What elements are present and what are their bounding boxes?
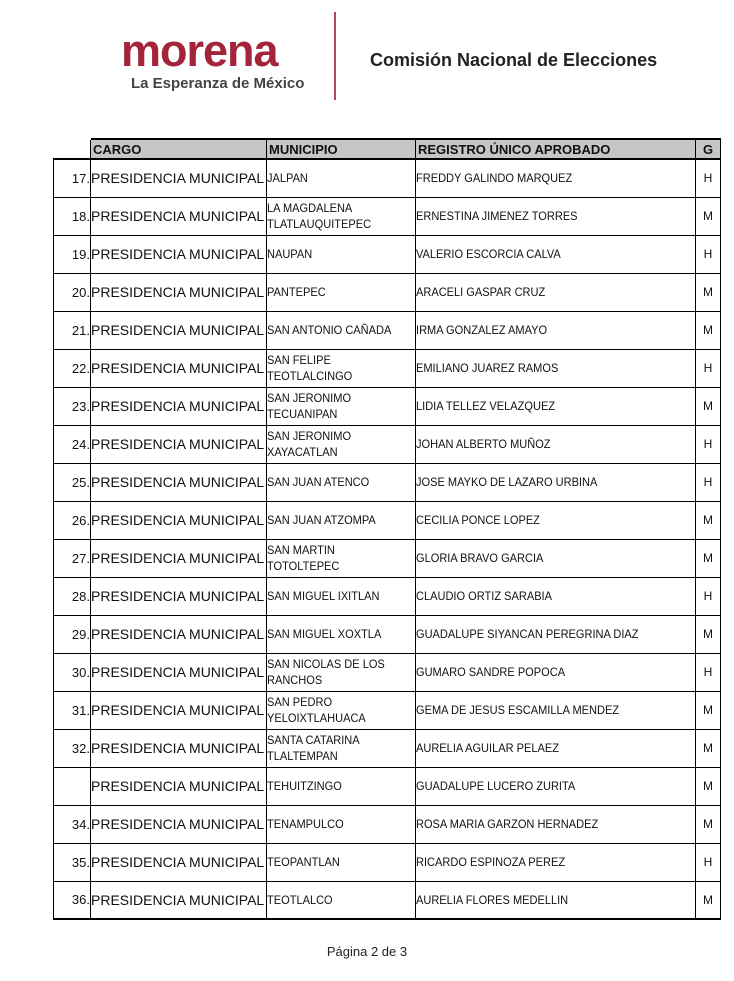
registro-name: RICARDO ESPINOZA PEREZ <box>416 855 566 869</box>
row-number: 32. <box>54 729 91 767</box>
cargo-cell: PRESIDENCIA MUNICIPAL <box>91 235 267 273</box>
candidates-table <box>53 138 721 920</box>
registro-cell <box>416 197 696 235</box>
gender-cell: H <box>696 159 721 197</box>
row-number: 28. <box>54 577 91 615</box>
gender-cell: M <box>696 197 721 235</box>
registro-cell <box>416 273 696 311</box>
municipio-cell <box>267 311 416 349</box>
registro-cell <box>416 463 696 501</box>
registro-cell <box>416 691 696 729</box>
table-row <box>54 349 721 387</box>
cargo-cell: PRESIDENCIA MUNICIPAL <box>91 463 267 501</box>
page-number: Página 2 de 3 <box>326 944 408 959</box>
municipio-cell <box>267 463 416 501</box>
commission-title: Comisión Nacional de Elecciones <box>370 50 658 70</box>
table-row <box>54 501 721 539</box>
registro-cell <box>416 843 696 881</box>
gender-cell: M <box>696 501 721 539</box>
gender-cell: H <box>696 843 721 881</box>
registro-name: GUADALUPE LUCERO ZURITA <box>416 779 576 793</box>
table-row <box>54 273 721 311</box>
cargo-cell: PRESIDENCIA MUNICIPAL <box>91 425 267 463</box>
row-number: 27. <box>54 539 91 577</box>
cargo-cell: PRESIDENCIA MUNICIPAL <box>91 159 267 197</box>
registro-name: CECILIA PONCE LOPEZ <box>416 513 540 527</box>
municipio-line: TLATLAUQUITEPEC <box>267 217 372 231</box>
cargo-cell: PRESIDENCIA MUNICIPAL <box>91 653 267 691</box>
row-number: 36. <box>54 881 91 919</box>
row-number: 24. <box>54 425 91 463</box>
registro-cell <box>416 235 696 273</box>
municipio-line: SAN JERONIMO <box>267 391 352 405</box>
document-header <box>0 0 734 110</box>
registro-name: EMILIANO JUAREZ RAMOS <box>416 361 559 375</box>
logo-tagline: La Esperanza de México <box>131 75 305 92</box>
cargo-cell: PRESIDENCIA MUNICIPAL <box>91 539 267 577</box>
registro-cell <box>416 881 696 919</box>
municipio-line: SAN MARTIN <box>267 543 335 557</box>
municipio-cell <box>267 577 416 615</box>
row-number: 29. <box>54 615 91 653</box>
table-header-row <box>54 139 721 159</box>
municipio-line: TECUANIPAN <box>267 407 338 421</box>
row-number: 19. <box>54 235 91 273</box>
registro-cell <box>416 425 696 463</box>
municipio-line: SAN JUAN ATENCO <box>267 475 370 489</box>
municipio-cell <box>267 425 416 463</box>
registro-name: ROSA MARIA GARZON HERNADEZ <box>416 817 599 831</box>
cargo-cell: PRESIDENCIA MUNICIPAL <box>91 843 267 881</box>
municipio-line: SAN NICOLAS DE LOS <box>267 657 385 671</box>
table-row <box>54 159 721 197</box>
registro-cell <box>416 387 696 425</box>
table-row <box>54 843 721 881</box>
row-number: 26. <box>54 501 91 539</box>
municipio-cell <box>267 235 416 273</box>
municipio-line: SAN MIGUEL XOXTLA <box>267 627 382 641</box>
municipio-cell <box>267 691 416 729</box>
registro-cell <box>416 653 696 691</box>
gender-cell: M <box>696 273 721 311</box>
gender-cell: M <box>696 767 721 805</box>
registro-name: CLAUDIO ORTIZ SARABIA <box>416 589 552 603</box>
municipio-cell <box>267 615 416 653</box>
table-row <box>54 881 721 919</box>
row-number: 35. <box>54 843 91 881</box>
registro-cell <box>416 311 696 349</box>
municipio-line: TLALTEMPAN <box>267 749 338 763</box>
gender-cell: M <box>696 539 721 577</box>
row-number: 18. <box>54 197 91 235</box>
registro-cell <box>416 615 696 653</box>
row-number: 31. <box>54 691 91 729</box>
municipio-line: TOTOLTEPEC <box>267 559 340 573</box>
municipio-line: YELOIXTLAHUACA <box>267 711 366 725</box>
header-municipio: MUNICIPIO <box>267 139 416 159</box>
municipio-line: TENAMPULCO <box>267 817 344 831</box>
table-row <box>54 615 721 653</box>
registro-name: AURELIA FLORES MEDELLIN <box>416 892 569 907</box>
municipio-line: PANTEPEC <box>267 285 326 299</box>
municipio-line: SAN FELIPE <box>267 353 331 367</box>
header-cargo: CARGO <box>91 139 267 159</box>
registro-name: GUMARO SANDRE POPOCA <box>416 665 566 679</box>
table-body <box>54 159 721 919</box>
gender-cell: M <box>696 729 721 767</box>
gender-cell: H <box>696 463 721 501</box>
header-divider <box>334 12 336 100</box>
table-row <box>54 539 721 577</box>
registro-name: GUADALUPE SIYANCAN PEREGRINA DIAZ <box>416 627 639 641</box>
cargo-cell: PRESIDENCIA MUNICIPAL <box>91 615 267 653</box>
header-g: G <box>696 139 721 159</box>
row-number <box>54 767 91 805</box>
table-row <box>54 805 721 843</box>
gender-cell: M <box>696 691 721 729</box>
registro-cell <box>416 729 696 767</box>
gender-cell: H <box>696 425 721 463</box>
gender-cell: M <box>696 311 721 349</box>
table-row <box>54 463 721 501</box>
cargo-cell: PRESIDENCIA MUNICIPAL <box>91 767 267 805</box>
municipio-line: LA MAGDALENA <box>267 201 353 215</box>
municipio-line: TEOPANTLAN <box>267 855 340 869</box>
registro-name: GEMA DE JESUS ESCAMILLA MENDEZ <box>416 703 620 717</box>
morena-logo: morena <box>121 25 278 76</box>
registro-name: JOHAN ALBERTO MUÑOZ <box>416 437 551 451</box>
registro-name: GLORIA BRAVO GARCIA <box>416 551 544 565</box>
cargo-cell: PRESIDENCIA MUNICIPAL <box>91 501 267 539</box>
municipio-line: RANCHOS <box>267 673 323 687</box>
municipio-line: XAYACATLAN <box>267 445 338 459</box>
table-row <box>54 235 721 273</box>
table-row <box>54 729 721 767</box>
municipio-cell <box>267 349 416 387</box>
cargo-cell: PRESIDENCIA MUNICIPAL <box>91 197 267 235</box>
row-number: 20. <box>54 273 91 311</box>
municipio-cell <box>267 653 416 691</box>
header-registro: REGISTRO ÚNICO APROBADO <box>416 139 696 159</box>
municipio-cell <box>267 805 416 843</box>
gender-cell: M <box>696 805 721 843</box>
cargo-cell: PRESIDENCIA MUNICIPAL <box>91 387 267 425</box>
row-number: 22. <box>54 349 91 387</box>
municipio-cell <box>267 501 416 539</box>
registro-name: LIDIA TELLEZ VELAZQUEZ <box>416 399 556 413</box>
row-number: 34. <box>54 805 91 843</box>
municipio-cell <box>267 843 416 881</box>
municipio-line: SAN JUAN ATZOMPA <box>267 513 376 527</box>
municipio-line: SANTA CATARINA <box>267 733 360 747</box>
cargo-cell: PRESIDENCIA MUNICIPAL <box>91 273 267 311</box>
table-row <box>54 311 721 349</box>
registro-name: AURELIA AGUILAR PELAEZ <box>416 741 559 755</box>
cargo-cell: PRESIDENCIA MUNICIPAL <box>91 729 267 767</box>
municipio-line: JALPAN <box>267 171 308 186</box>
registro-name: JOSE MAYKO DE LAZARO URBINA <box>416 475 598 489</box>
registro-cell <box>416 159 696 197</box>
municipio-cell <box>267 729 416 767</box>
municipio-line: NAUPAN <box>267 247 313 261</box>
gender-cell: H <box>696 349 721 387</box>
gender-cell: H <box>696 653 721 691</box>
municipio-line: SAN ANTONIO CAÑADA <box>267 323 392 337</box>
registro-name: IRMA GONZALEZ AMAYO <box>416 323 548 337</box>
municipio-line: SAN PEDRO <box>267 695 333 709</box>
cargo-cell: PRESIDENCIA MUNICIPAL <box>91 349 267 387</box>
cargo-cell: PRESIDENCIA MUNICIPAL <box>91 577 267 615</box>
row-number: 23. <box>54 387 91 425</box>
row-number: 21. <box>54 311 91 349</box>
municipio-cell <box>267 197 416 235</box>
cargo-cell: PRESIDENCIA MUNICIPAL <box>91 805 267 843</box>
row-number: 30. <box>54 653 91 691</box>
registro-name: ARACELI GASPAR CRUZ <box>416 285 546 299</box>
cargo-cell: PRESIDENCIA MUNICIPAL <box>91 881 267 919</box>
registro-name: FREDDY GALINDO MARQUEZ <box>416 171 573 186</box>
row-number: 25. <box>54 463 91 501</box>
table-row <box>54 767 721 805</box>
table-row <box>54 577 721 615</box>
cargo-cell: PRESIDENCIA MUNICIPAL <box>91 691 267 729</box>
municipio-cell <box>267 387 416 425</box>
municipio-cell <box>267 881 416 919</box>
municipio-line: TEOTLALCINGO <box>267 369 353 383</box>
cargo-cell: PRESIDENCIA MUNICIPAL <box>91 311 267 349</box>
table-row <box>54 425 721 463</box>
gender-cell: M <box>696 387 721 425</box>
registro-name: ERNESTINA JIMENEZ TORRES <box>416 209 578 223</box>
gender-cell: M <box>696 881 721 919</box>
municipio-line: SAN JERONIMO <box>267 429 352 443</box>
table-row <box>54 387 721 425</box>
municipio-cell <box>267 767 416 805</box>
registro-name: VALERIO ESCORCIA CALVA <box>416 247 561 261</box>
municipio-cell <box>267 159 416 197</box>
registro-cell <box>416 501 696 539</box>
gender-cell: H <box>696 577 721 615</box>
gender-cell: M <box>696 615 721 653</box>
registro-cell <box>416 349 696 387</box>
gender-cell: H <box>696 235 721 273</box>
municipio-line: TEHUITZINGO <box>267 779 342 793</box>
row-number: 17. <box>54 159 91 197</box>
municipio-cell <box>267 273 416 311</box>
registro-cell <box>416 539 696 577</box>
table-row <box>54 197 721 235</box>
registro-cell <box>416 577 696 615</box>
table-row <box>54 653 721 691</box>
table-row <box>54 691 721 729</box>
registro-cell <box>416 805 696 843</box>
registro-cell <box>416 767 696 805</box>
header-num-blank <box>54 139 91 159</box>
municipio-line: TEOTLALCO <box>267 892 333 907</box>
municipio-cell <box>267 539 416 577</box>
municipio-line: SAN MIGUEL IXITLAN <box>267 589 380 603</box>
